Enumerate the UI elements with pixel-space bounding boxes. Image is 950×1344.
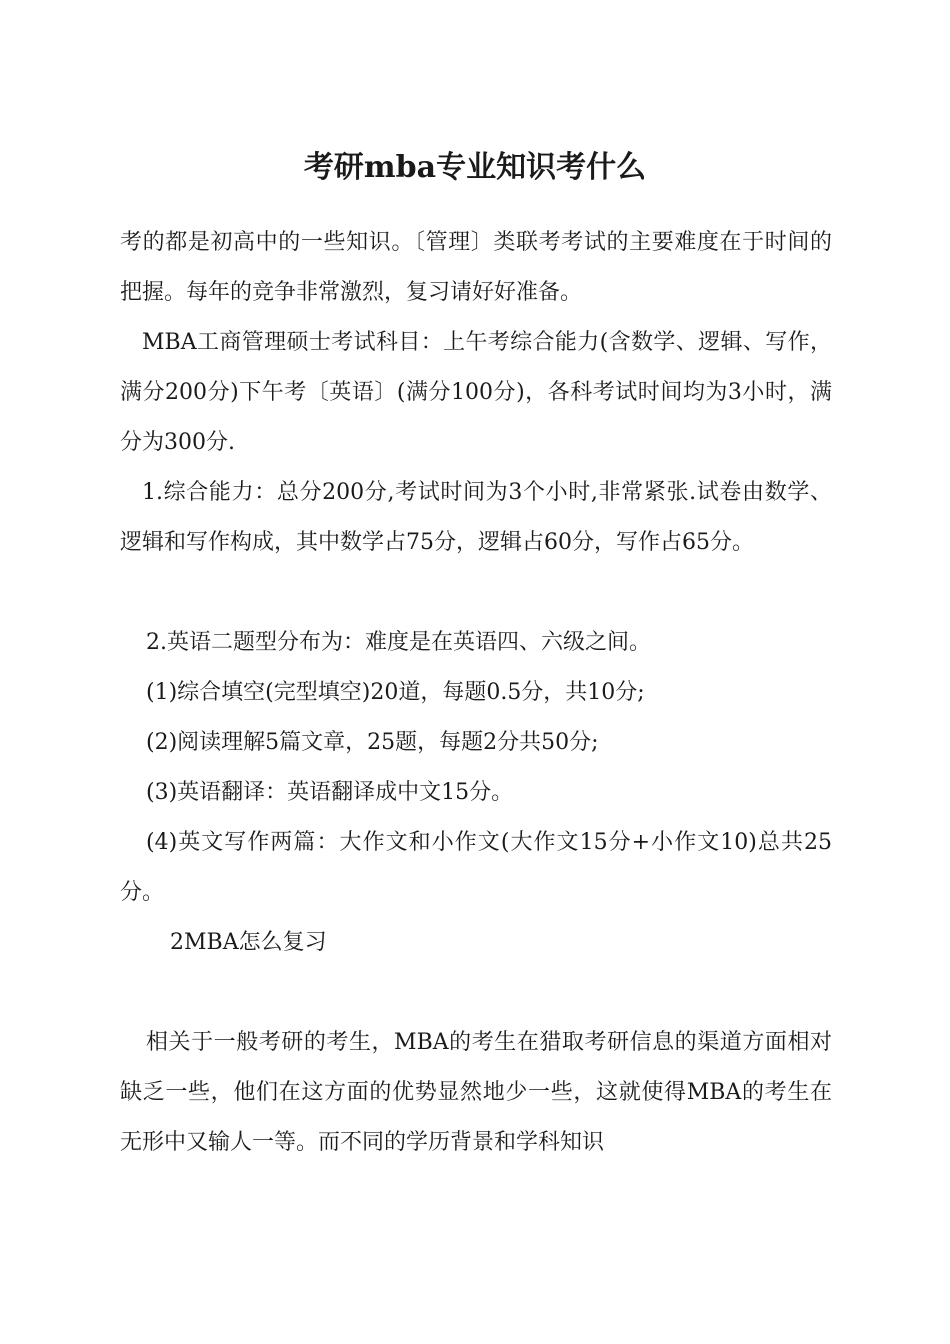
section-heading-review: 2MBA怎么复习 [170,930,327,955]
document-title: 考研mba专业知识考什么 [303,150,647,185]
paragraph-comprehensive-ability: 1.综合能力：总分200分,考试时间为3个小时,非常紧张.试卷由数学、逻辑和写作构成，其中数学占75分，逻辑占60分，写作占65分。 [120,480,832,555]
list-item-translation: (3)英语翻译：英语翻译成中文15分。 [146,780,514,805]
document-body [120,218,832,1168]
spacer [120,568,832,618]
list-item-reading: (2)阅读理解5篇文章，25题，每题2分共50分; [146,730,599,755]
paragraph-intro: 考的都是初高中的一些知识。〔管理〕类联考考试的主要难度在于时间的把握。每年的竞争非常激烈，复习请好好准备。 [120,230,832,305]
list-item-writing: (4)英文写作两篇：大作文和小作文(大作文15分+小作文10)总共25分。 [120,830,832,905]
paragraph-english-two: 2.英语二题型分布为：难度是在英语四、六级之间。 [146,630,651,655]
list-item-cloze: (1)综合填空(完型填空)20道，每题0.5分，共10分; [146,680,645,705]
paragraph-exam-subjects: MBA工商管理硕士考试科目：上午考综合能力(含数学、逻辑、写作，满分200分)下午考〔英语〕(满分100分)，各科考试时间均为3小时，满分为300分. [120,330,832,455]
paragraph-review-info: 相关于一般考研的考生，MBA的考生在猎取考研信息的渠道方面相对缺乏一些，他们在这方面的优势显然地少一些，这就使得MBA的考生在无形中又输人一等。而不同的学历背景和学科知识 [120,1030,832,1155]
spacer [120,968,832,1018]
